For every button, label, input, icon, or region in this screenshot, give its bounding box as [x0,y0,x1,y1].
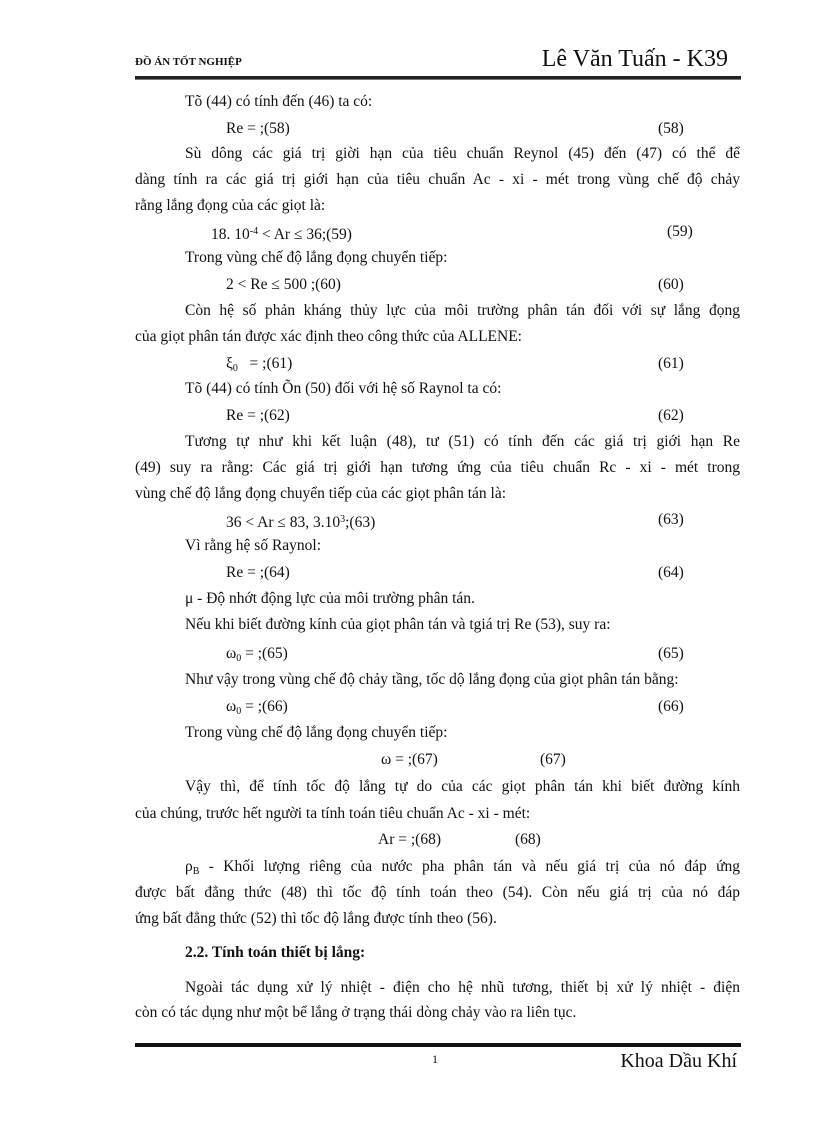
equation-68: Ar = ;(68) [378,831,441,848]
paragraph-line: vùng chế độ lắng đọng chuyển tiếp của các giọt phân tán là: [135,485,507,502]
equation-67: ω = ;(67) [381,751,438,768]
paragraph-line: Còn hệ số phản kháng thủy lực của môi trường phân tán đối với sự lắng đọng [185,302,740,319]
rho-symbol: ρ [185,858,193,875]
text-line: Nếu khi biết đường kính của giọt phân tán và tgiá trị Re (53), suy ra: [185,616,611,633]
text-line: Như vậy trong vùng chế độ chảy tầng, tốc dộ lắng đọng của giọt phân tán bằng: [185,671,679,688]
footer-department: Khoa Dầu Khí [620,1050,737,1072]
equation-number: (67) [540,751,566,768]
paragraph-line: Ngoài tác dụng xử lý nhiệt - điện cho hệ nhũ tương, thiết bị xử lý nhiệt - điện [185,979,740,996]
text-line: μ - Độ nhớt động lực của môi trường phân tán. [185,590,475,607]
paragraph-line: Sù dông các giá trị giời hạn của tiêu chuẩn Reynol (45) đến (47) có thể để [185,145,740,162]
equation-62: Re = ;(62) [226,407,290,424]
equation-number: (61) [658,355,684,372]
header-left-title: ĐỒ ÁN TỐT NGHIỆP [135,56,242,68]
text-line: Vì rằng hệ số Raynol: [185,537,322,554]
paragraph-line: rằng lắng đọng của các giọt là: [135,197,326,214]
equation-66 [226,698,288,721]
paragraph-line: ứng bất đẳng thức (52) thì tốc độ lắng được tính theo (56). [135,910,497,927]
equation-58: Re = ;(58) [226,120,290,137]
header-author: Lê Văn Tuấn - K39 [541,46,728,72]
equation-number: (65) [658,645,684,662]
paragraph-line: của giọt phân tán được xác định theo công thức của ALLENE: [135,328,522,345]
equation-65 [226,645,288,668]
eq-sub: 0 [232,363,238,374]
eq-sup: -4 [249,226,259,237]
equation-59 [211,223,352,244]
eq-sub: 0 [236,706,242,717]
eq-part: ξ [226,355,233,372]
equation-64: Re = ;(64) [226,564,290,581]
eq-part: = ;(66) [241,698,288,715]
footer-rule [135,1043,741,1047]
equation-63 [226,511,375,532]
header-rule [135,76,741,80]
text-line: Trong vùng chế độ lắng đọng chuyển tiếp: [185,724,448,741]
eq-part: 18. 10 [211,226,250,243]
eq-sup: 3 [340,514,346,525]
page-number: 1 [432,1052,438,1066]
eq-sub: 0 [236,653,242,664]
text-line: Tõ (44) có tính đến (46) ta có: [185,93,373,110]
text-line: Trong vùng chế độ lắng đọng chuyển tiếp: [185,249,448,266]
paragraph-line: được bất đẳng thức (48) thì tốc độ tính toán theo (54). Còn nếu giá trị của nó đáp [135,884,740,901]
equation-number: (59) [667,223,693,240]
paragraph-line [185,858,740,881]
equation-60: 2 < Re ≤ 500 ;(60) [226,276,341,293]
paragraph-line: Tương tự như khi kết luận (48), tư (51) có tính đến các giá trị giới hạn Re [185,433,740,450]
eq-part: = ;(61) [237,355,293,372]
equation-number: (58) [658,120,684,137]
equation-number: (60) [658,276,684,293]
eq-part: ;(63) [345,514,376,531]
eq-part: 36 < Ar ≤ 83, 3.10 [226,514,341,531]
eq-part: ω [226,645,237,662]
paragraph-line: (49) suy ra rằng: Các giá trị giới hạn tương ứng của tiêu chuẩn Rc - xi - mét trong [135,459,740,476]
paragraph-line: của chúng, trước hết người ta tính toán tiêu chuẩn Ac - xi - mét: [135,805,531,822]
eq-part: ω [226,698,237,715]
eq-sub: B [192,866,200,877]
eq-part: < Ar ≤ 36;(59) [258,226,352,243]
eq-part: = ;(65) [241,645,288,662]
paragraph-line: Vậy thì, để tính tốc độ lắng tự do của các giọt phân tán khi biết đường kính [185,778,740,795]
equation-number: (62) [658,407,684,424]
equation-61 [226,355,292,378]
equation-number: (64) [658,564,684,581]
equation-number: (68) [515,831,541,848]
text-line: Tõ (44) có tính Õn (50) đối với hệ số Raynol ta có: [185,380,502,397]
equation-number: (66) [658,698,684,715]
paragraph-line: còn có tác dụng như một bể lắng ở trạng thái dòng chảy vào ra liên tục. [135,1004,577,1021]
paragraph-text: - Khối lượng riêng của nước pha phân tán và nếu giá trị của nó đáp ứng [199,858,740,875]
equation-number: (63) [658,511,684,528]
section-heading: 2.2. Tính toán thiết bị lắng: [185,944,366,961]
paragraph-line: dàng tính ra các giá trị giới hạn của tiêu chuẩn Ac - xi - mét trong vùng chế độ chảy [135,171,740,188]
